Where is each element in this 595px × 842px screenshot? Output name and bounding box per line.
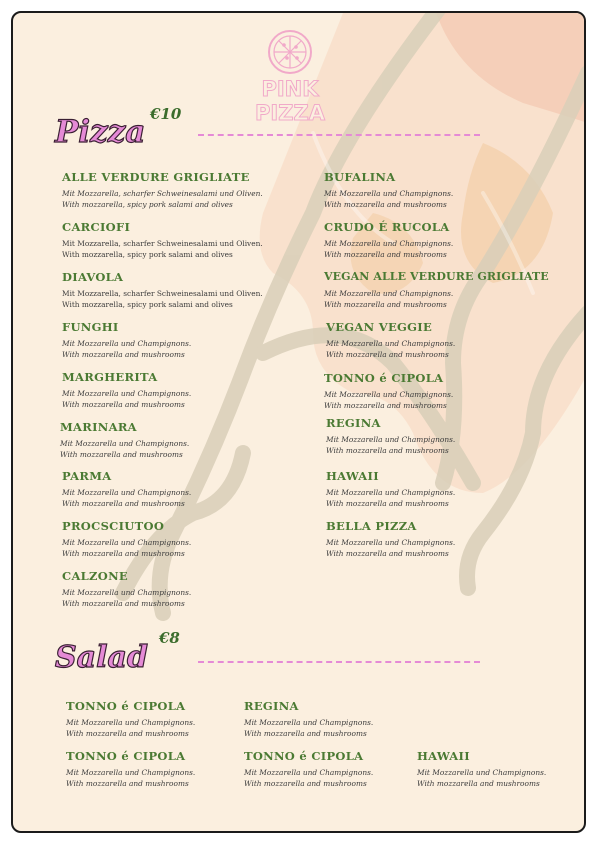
menu-item xyxy=(60,420,189,460)
item-name: HAWAII xyxy=(417,749,470,763)
item-name: VEGAN ALLE VERDURE GRIGLIATE xyxy=(324,270,549,283)
menu-item xyxy=(62,519,191,559)
item-name: ALLE VERDURE GRIGLIATE xyxy=(62,170,250,184)
item-name: HAWAII xyxy=(326,469,379,483)
menu-page xyxy=(11,11,586,833)
item-name: FUNGHI xyxy=(62,320,119,334)
item-description: Mit Mozzarella und Champignons. With mozzarella and mushrooms xyxy=(244,718,374,738)
menu-item xyxy=(326,320,455,360)
menu-item xyxy=(326,469,455,509)
item-description: Mit Mozzarella, scharfer Schweinesalami und Oliven. With mozzarella, spicy pork salami and olives xyxy=(62,239,263,259)
menu-item xyxy=(62,370,191,410)
item-name: CRUDO É RUCOLA xyxy=(324,220,450,234)
item-description: Mit Mozzarella und Champignons. With mozzarella and mushrooms xyxy=(66,718,196,738)
menu-item xyxy=(66,749,195,789)
menu-item xyxy=(244,699,373,739)
item-name: MARINARA xyxy=(60,420,137,434)
item-description: Mit Mozzarella und Champignons. With mozzarella and mushrooms xyxy=(417,768,547,788)
item-description: Mit Mozzarella und Champignons. With mozzarella and mushrooms xyxy=(62,339,192,359)
item-description: Mit Mozzarella und Champignons. With mozzarella and mushrooms xyxy=(62,538,192,558)
item-description: Mit Mozzarella und Champignons. With mozzarella and mushrooms xyxy=(60,439,190,459)
item-description: Mit Mozzarella und Champignons. With mozzarella and mushrooms xyxy=(62,588,192,608)
item-description: Mit Mozzarella und Champignons. With mozzarella and mushrooms xyxy=(326,435,456,455)
item-description: Mit Mozzarella und Champignons. With mozzarella and mushrooms xyxy=(326,538,456,558)
menu-item xyxy=(324,170,453,210)
item-name: PARMA xyxy=(62,469,112,483)
menu-item xyxy=(324,270,549,310)
item-name: TONNO é CIPOLA xyxy=(66,749,186,763)
item-description: Mit Mozzarella und Champignons. With mozzarella and mushrooms xyxy=(324,189,454,209)
brand-name: PINK PIZZA xyxy=(255,77,325,125)
item-description: Mit Mozzarella und Champignons. With mozzarella and mushrooms xyxy=(66,768,196,788)
pizza-logo-icon xyxy=(267,29,313,75)
salad-section-title: Salad xyxy=(55,640,148,675)
item-name: MARGHERITA xyxy=(62,370,158,384)
item-description: Mit Mozzarella und Champignons. With mozzarella and mushrooms xyxy=(326,488,456,508)
item-description: Mit Mozzarella und Champignons. With mozzarella and mushrooms xyxy=(62,488,192,508)
item-name: CALZONE xyxy=(62,569,128,583)
menu-item xyxy=(62,270,263,310)
item-name: PROCSCIUTOO xyxy=(62,519,165,533)
item-name: DIAVOLA xyxy=(62,270,124,284)
menu-item xyxy=(62,170,263,210)
menu-item xyxy=(62,569,191,609)
item-description: Mit Mozzarella, scharfer Schweinesalami und Oliven. With mozzarella, spicy pork salami and olives xyxy=(62,189,263,209)
item-name: TONNO é CIPOLA xyxy=(324,371,444,385)
pizza-price: €10 xyxy=(150,105,182,123)
menu-item xyxy=(62,220,263,260)
item-description: Mit Mozzarella und Champignons. With mozzarella and mushrooms xyxy=(326,339,456,359)
item-name: REGINA xyxy=(326,416,381,430)
pizza-divider xyxy=(198,134,480,136)
item-name: VEGAN VEGGIE xyxy=(326,320,433,334)
brand-logo xyxy=(245,29,335,125)
menu-item xyxy=(324,220,453,260)
item-description: Mit Mozzarella und Champignons. With mozzarella and mushrooms xyxy=(324,390,454,410)
pizza-section-title: Pizza xyxy=(55,114,146,150)
item-description: Mit Mozzarella und Champignons. With mozzarella and mushrooms xyxy=(244,768,374,788)
menu-item xyxy=(244,749,373,789)
item-description: Mit Mozzarella und Champignons. With mozzarella and mushrooms xyxy=(62,389,192,409)
item-name: REGINA xyxy=(244,699,299,713)
menu-item xyxy=(62,320,191,360)
item-name: BUFALINA xyxy=(324,170,396,184)
menu-item xyxy=(62,469,191,509)
menu-item xyxy=(326,416,455,456)
menu-item xyxy=(326,519,455,559)
item-name: TONNO é CIPOLA xyxy=(244,749,364,763)
item-description: Mit Mozzarella und Champignons. With mozzarella and mushrooms xyxy=(324,289,454,309)
item-description: Mit Mozzarella und Champignons. With mozzarella and mushrooms xyxy=(324,239,454,259)
menu-item xyxy=(324,371,453,411)
menu-item xyxy=(66,699,195,739)
item-name: TONNO é CIPOLA xyxy=(66,699,186,713)
item-description: Mit Mozzarella, scharfer Schweinesalami und Oliven. With mozzarella, spicy pork salami and olives xyxy=(62,289,263,309)
item-name: BELLA PIZZA xyxy=(326,519,417,533)
salad-divider xyxy=(198,661,480,663)
menu-item xyxy=(417,749,546,789)
item-name: CARCIOFI xyxy=(62,220,131,234)
salad-price: €8 xyxy=(159,629,180,647)
